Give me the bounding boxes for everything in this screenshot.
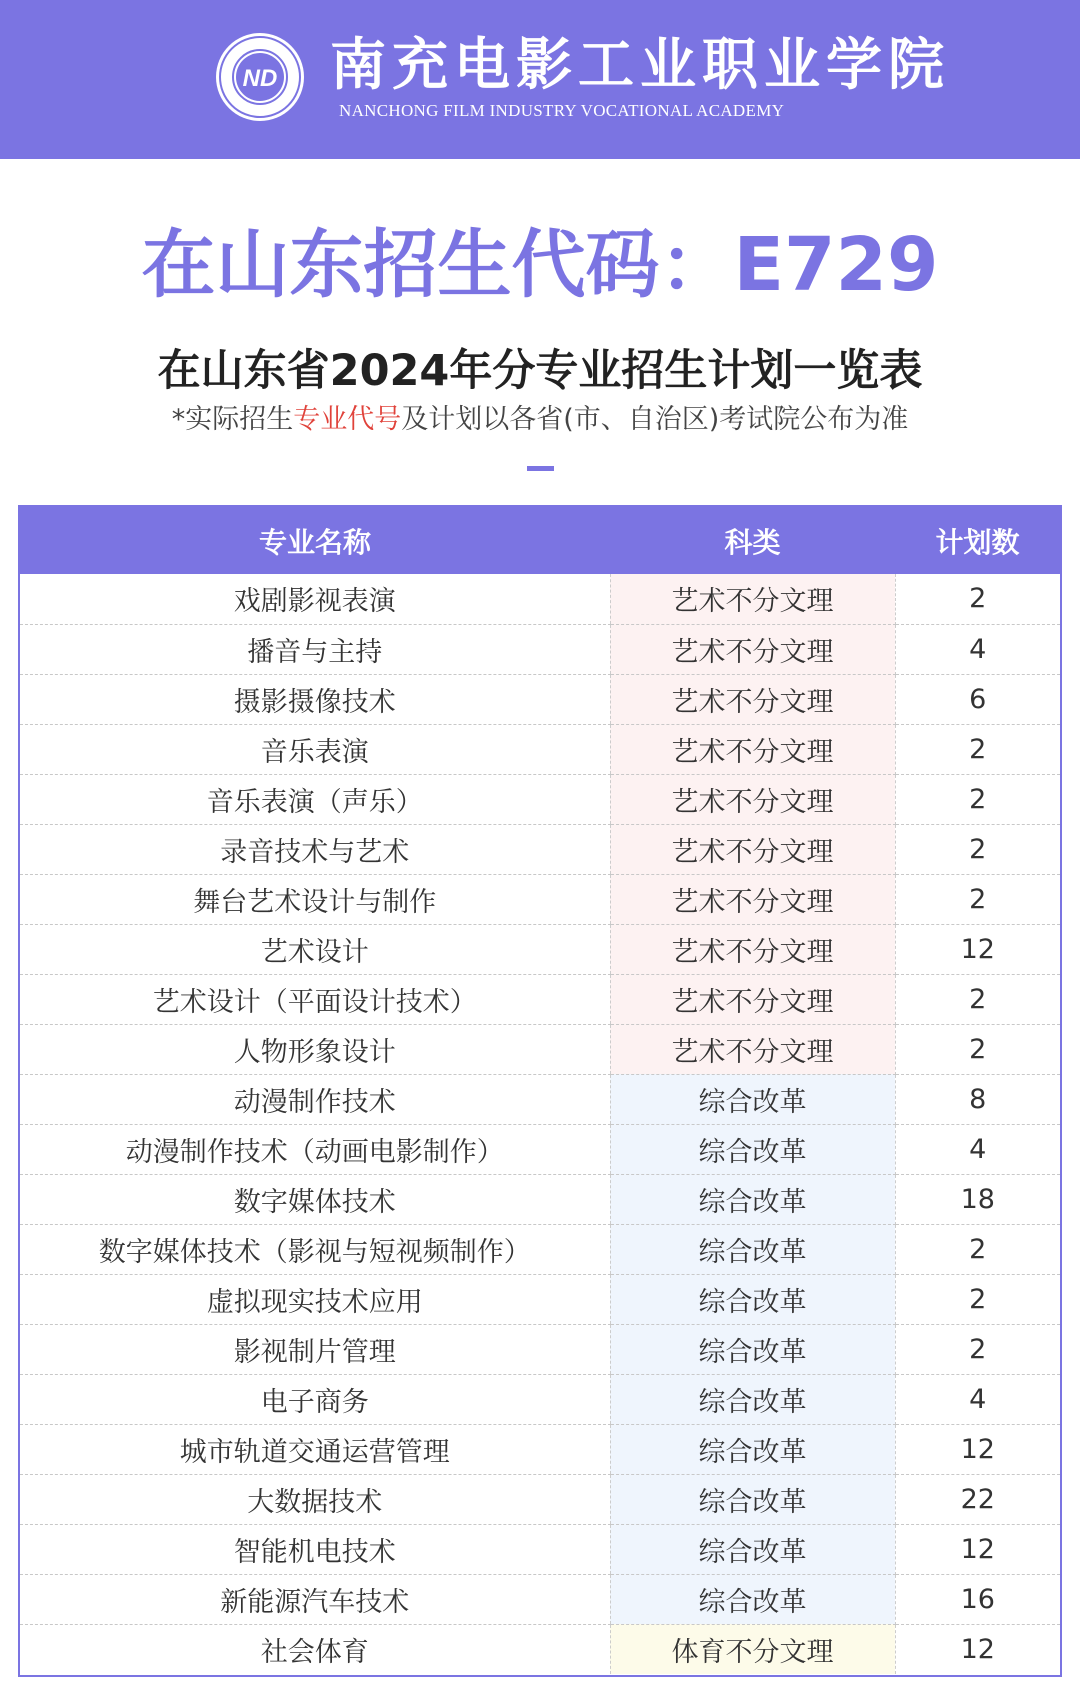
table-row	[20, 1324, 1060, 1374]
plan-count-cell: 8	[895, 1074, 1060, 1124]
table-row	[20, 1174, 1060, 1224]
note-highlight: 专业代号	[293, 404, 402, 435]
major-cell: 智能机电技术	[20, 1524, 610, 1574]
plan-title: 在山东省2024年分专业招生计划一览表	[157, 346, 923, 396]
major-cell: 社会体育	[260, 1636, 369, 1668]
plan-count-cell: 16	[895, 1574, 1060, 1624]
plan-count-cell: 2	[895, 724, 1060, 774]
plan-count-cell: 22	[895, 1474, 1060, 1524]
table-row	[20, 974, 1060, 1024]
major-cell: 动漫制作技术	[20, 1074, 610, 1124]
plan-count-cell: 6	[895, 674, 1060, 724]
category-cell: 综合改革	[610, 1324, 895, 1374]
category-cell: 综合改革	[610, 1574, 895, 1624]
table-row	[20, 1024, 1060, 1074]
plan-count-cell: 2	[895, 1224, 1060, 1274]
category-cell: 艺术不分文理	[610, 574, 895, 624]
header-banner	[0, 0, 1080, 159]
table-row	[20, 1374, 1060, 1424]
category-cell: 综合改革	[610, 1074, 895, 1124]
table-row	[20, 1474, 1060, 1524]
plan-count-cell: 4	[895, 624, 1060, 674]
category-cell: 综合改革	[610, 1274, 895, 1324]
plan-count-cell: 2	[895, 574, 1060, 624]
category-cell: 综合改革	[610, 1174, 895, 1224]
table-row	[20, 874, 1060, 924]
plan-count-cell: 2	[895, 1024, 1060, 1074]
table-body	[20, 574, 1060, 1674]
header-plan-count: 计划数	[935, 525, 1020, 559]
table-row	[20, 1074, 1060, 1124]
logo-monogram: ND	[242, 65, 278, 92]
major-cell: 城市轨道交通运营管理	[20, 1424, 610, 1474]
enrollment-plan-table	[20, 507, 1060, 1674]
major-cell: 虚拟现实技术应用	[20, 1274, 610, 1324]
enrollment-table-container	[18, 505, 1062, 1677]
plan-count-cell: 18	[895, 1174, 1060, 1224]
major-cell: 艺术设计	[20, 924, 610, 974]
table-row	[20, 1124, 1060, 1174]
major-cell: 音乐表演（声乐）	[20, 774, 610, 824]
major-cell: 播音与主持	[20, 624, 610, 674]
major-cell: 音乐表演	[20, 724, 610, 774]
category-cell: 艺术不分文理	[610, 724, 895, 774]
major-cell: 电子商务	[20, 1374, 610, 1424]
plan-count-cell: 2	[895, 1274, 1060, 1324]
plan-count-cell: 2	[895, 824, 1060, 874]
school-name: 南充电影工业职业学院	[330, 32, 950, 98]
category-cell: 艺术不分文理	[610, 874, 895, 924]
table-row	[20, 1424, 1060, 1474]
title-divider	[527, 466, 554, 471]
category-cell: 综合改革	[610, 1424, 895, 1474]
plan-count-cell: 12	[895, 1424, 1060, 1474]
plan-count-cell: 2	[895, 774, 1060, 824]
table-row	[20, 674, 1060, 724]
table-row	[20, 574, 1060, 624]
table-header-row	[20, 507, 1060, 574]
major-cell: 摄影摄像技术	[20, 674, 610, 724]
plan-count-cell: 4	[895, 1124, 1060, 1174]
school-logo-icon	[214, 31, 306, 123]
major-cell: 影视制片管理	[20, 1324, 610, 1374]
table-row	[20, 1624, 1060, 1674]
category-cell: 艺术不分文理	[610, 624, 895, 674]
table-row	[20, 924, 1060, 974]
category-cell: 艺术不分文理	[610, 924, 895, 974]
category-cell: 艺术不分文理	[610, 674, 895, 724]
table-row	[20, 774, 1060, 824]
school-name-en: NANCHONG FILM INDUSTRY VOCATIONAL ACADEMY	[339, 101, 785, 120]
category-cell: 艺术不分文理	[610, 774, 895, 824]
category-cell: 综合改革	[610, 1124, 895, 1174]
header-major: 专业名称	[258, 525, 371, 559]
major-cell: 人物形象设计	[20, 1024, 610, 1074]
table-row	[20, 624, 1060, 674]
category-cell: 体育不分文理	[610, 1624, 895, 1674]
major-cell: 艺术设计（平面设计技术）	[20, 974, 610, 1024]
plan-count-cell: 2	[895, 874, 1060, 924]
plan-count-cell: 2	[895, 974, 1060, 1024]
plan-count-cell: 4	[895, 1374, 1060, 1424]
category-cell: 综合改革	[610, 1224, 895, 1274]
enrollment-code-title: 在山东招生代码：E729	[141, 222, 939, 308]
note-prefix: *实际招生	[171, 404, 294, 435]
table-row	[20, 1574, 1060, 1624]
table-row	[20, 824, 1060, 874]
table-row	[20, 1224, 1060, 1274]
plan-count-cell: 12	[895, 924, 1060, 974]
header-category: 科类	[724, 525, 781, 559]
category-cell: 综合改革	[610, 1524, 895, 1574]
category-cell: 综合改革	[610, 1474, 895, 1524]
disclaimer-note	[0, 400, 1080, 440]
category-cell: 艺术不分文理	[610, 1024, 895, 1074]
major-cell: 大数据技术	[20, 1474, 610, 1524]
plan-count-cell: 12	[895, 1524, 1060, 1574]
plan-count-cell: 12	[960, 1633, 995, 1665]
table-row	[20, 724, 1060, 774]
category-cell: 综合改革	[610, 1374, 895, 1424]
major-cell: 数字媒体技术（影视与短视频制作）	[20, 1224, 610, 1274]
note-suffix: 及计划以各省(市、自治区)考试院公布为准	[401, 404, 909, 435]
major-cell: 戏剧影视表演	[20, 574, 610, 624]
major-cell: 动漫制作技术（动画电影制作）	[20, 1124, 610, 1174]
major-cell: 舞台艺术设计与制作	[20, 874, 610, 924]
table-row	[20, 1274, 1060, 1324]
major-cell: 新能源汽车技术	[20, 1574, 610, 1624]
major-cell: 录音技术与艺术	[20, 824, 610, 874]
category-cell: 艺术不分文理	[610, 824, 895, 874]
major-cell: 数字媒体技术	[20, 1174, 610, 1224]
plan-count-cell: 2	[895, 1324, 1060, 1374]
table-row	[20, 1524, 1060, 1574]
category-cell: 艺术不分文理	[610, 974, 895, 1024]
